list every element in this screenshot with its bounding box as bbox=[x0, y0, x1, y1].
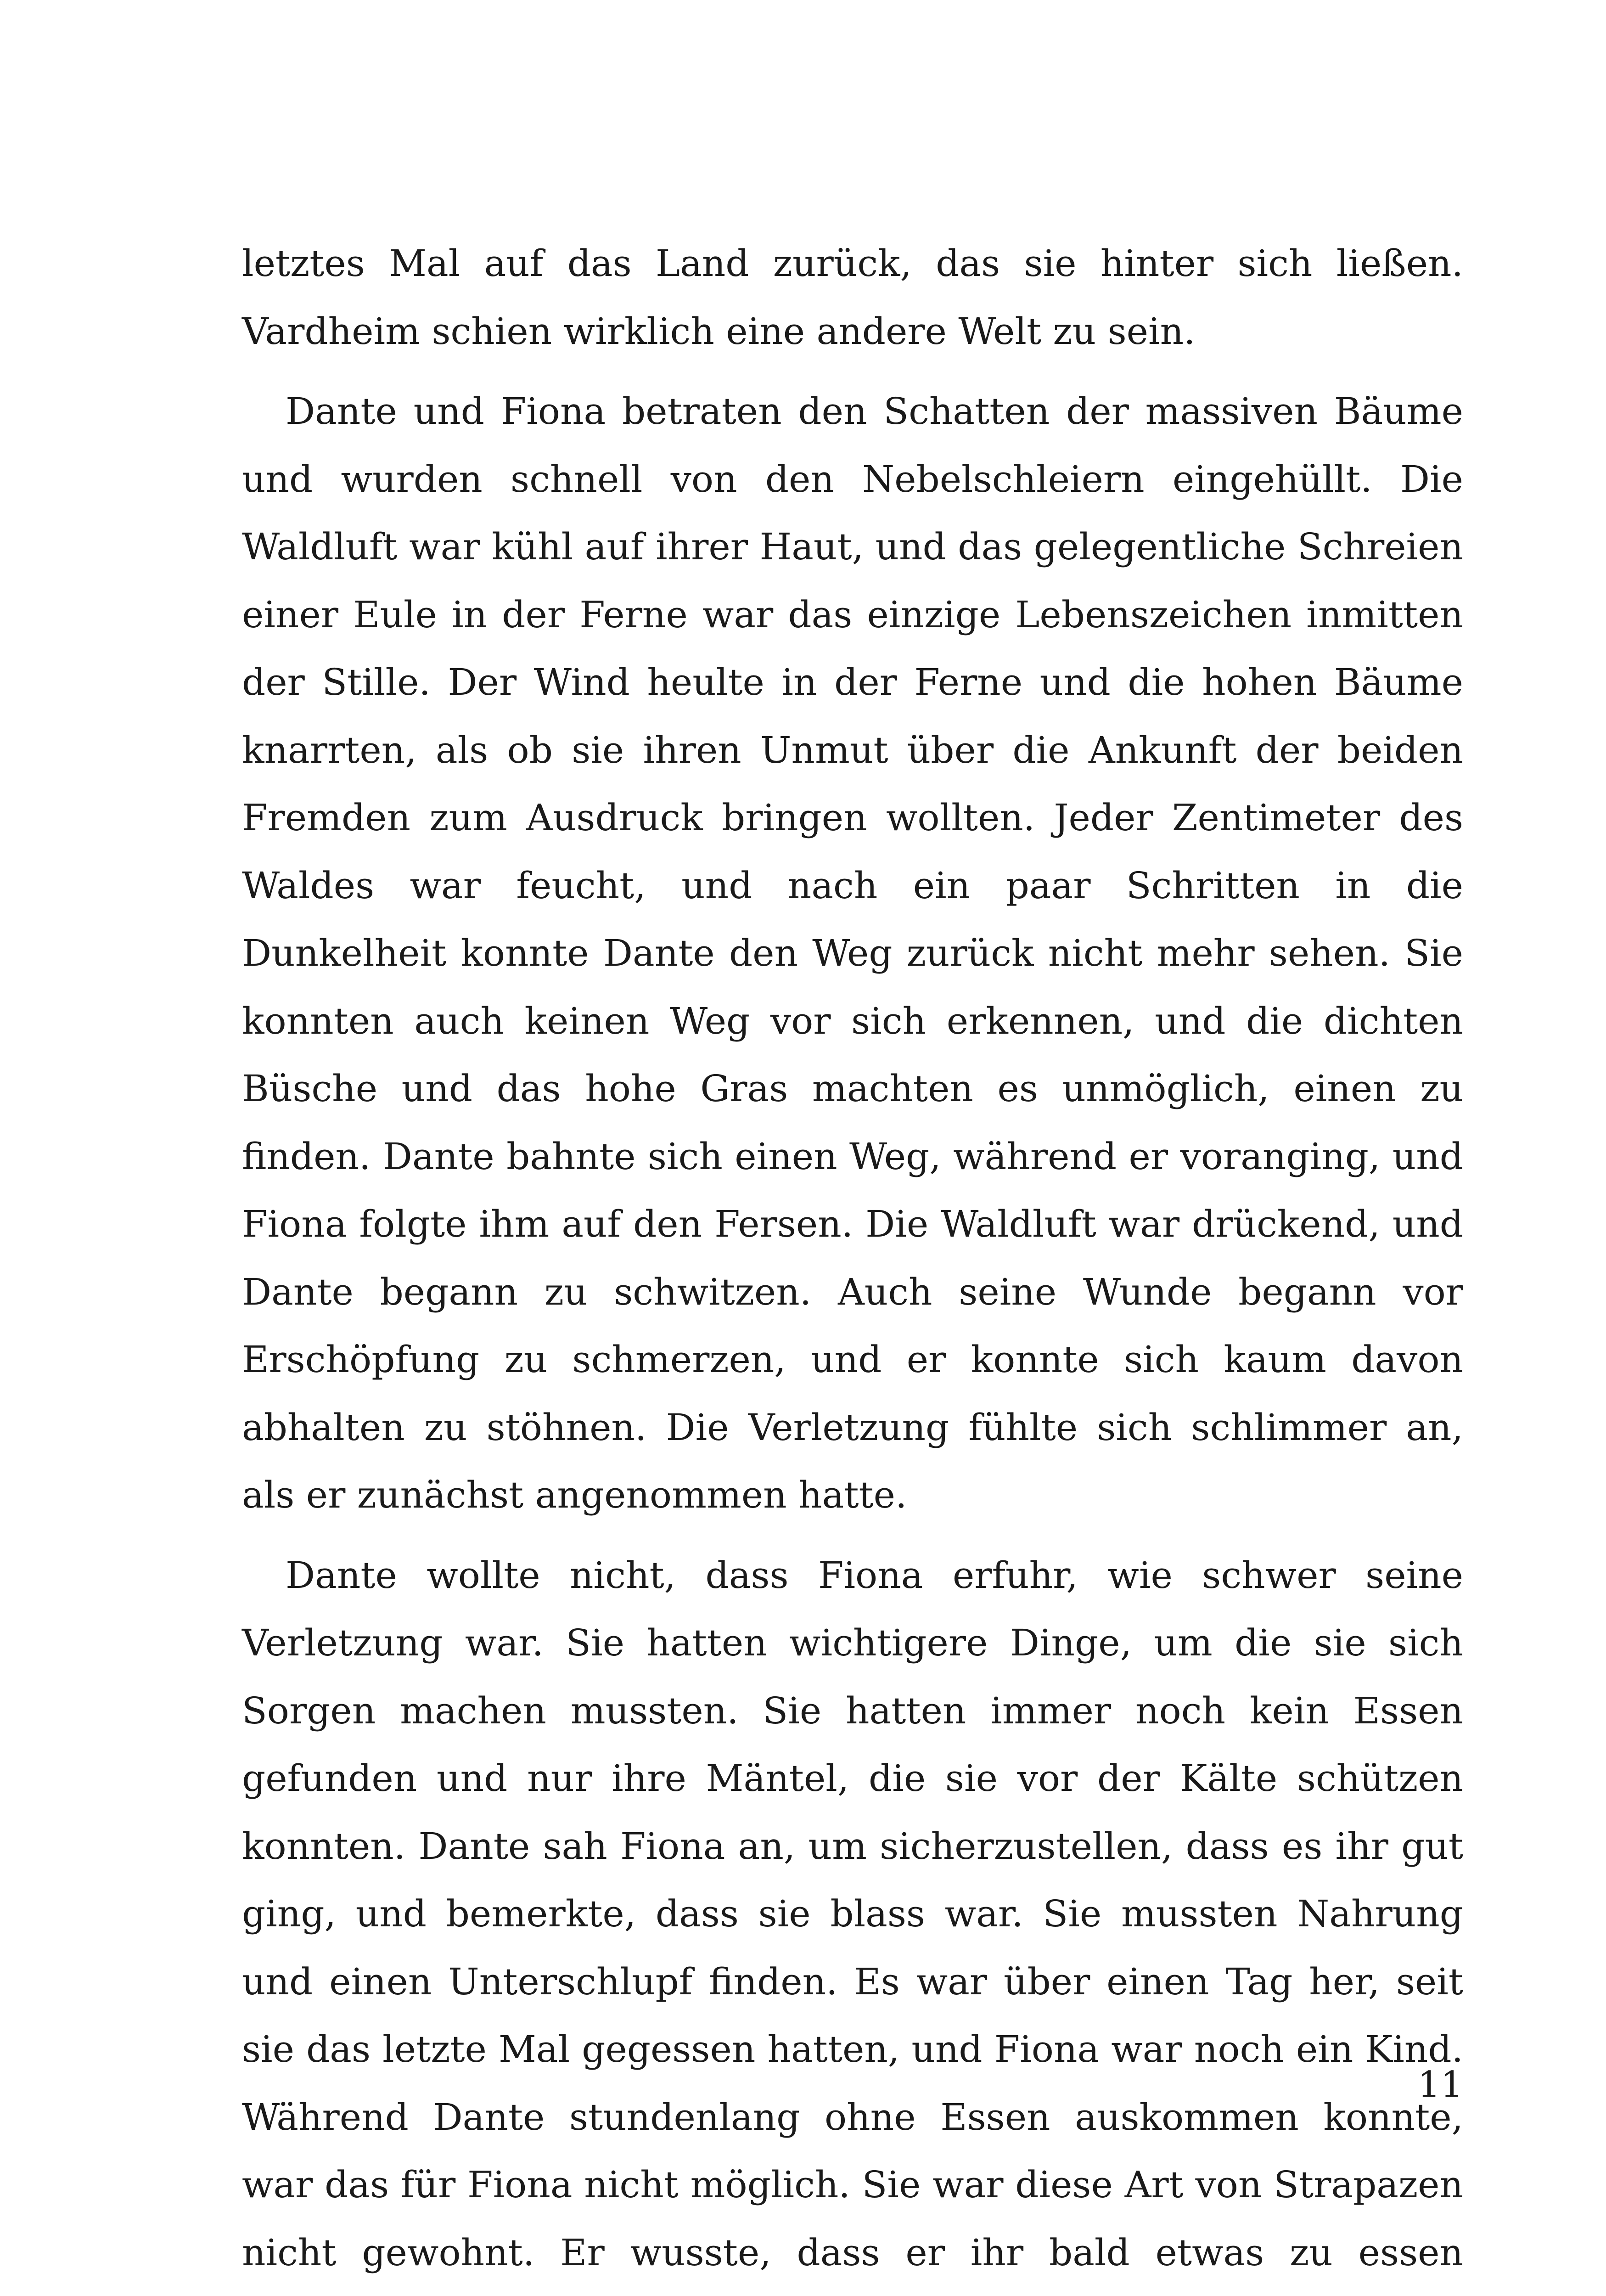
paragraph-continuation: letztes Mal auf das Land zurück, das sie hinter sich ließen. Vardheim schien wirklich eine andere Welt zu sein. bbox=[242, 230, 1463, 365]
paragraph-forest: Dante und Fiona betraten den Schatten der massiven Bäume und wurden schnell von den Nebelschleiern eingehüllt. Die Waldluft war kühl auf ihrer Haut, und das gelegentliche Schreien einer Eule in der Ferne war das einzige Lebenszeichen inmitten der Stille. Der Wind heulte in der Ferne und die hohen Bäume knarrten, als ob sie ihren Unmut über die Ankunft der beiden Fremden zum Ausdruck bringen wollten. Jeder Zentimeter des Waldes war feucht, und nach ein paar Schritten in die Dunkelheit konnte Dante den Weg zurück nicht mehr sehen. Sie konnten auch keinen Weg vor sich erkennen, und die dichten Büsche und das hohe Gras machten es unmöglich, einen zu finden. Dante bahnte sich einen Weg, während er voranging, und Fiona folgte ihm auf den Fersen. Die Waldluft war drückend, und Dante begann zu schwitzen. Auch seine Wunde begann vor Erschöpfung zu schmerzen, und er konnte sich kaum davon abhalten zu stöhnen. Die Verletzung fühlte sich schlimmer an, als er zunächst angenommen hatte. bbox=[242, 377, 1463, 1529]
body-text bbox=[242, 230, 1463, 2296]
page-number: 11 bbox=[1418, 2062, 1463, 2108]
paragraph-injury: Dante wollte nicht, dass Fiona erfuhr, wie schwer seine Verletzung war. Sie hatten wichtigere Dinge, um die sie sich Sorgen machen mussten. Sie hatten immer noch kein Essen gefunden und nur ihre Mäntel, die sie vor der Kälte schützen konnten. Dante sah Fiona an, um sicherzustellen, dass es ihr gut ging, und bemerkte, dass sie blass war. Sie mussten Nahrung und einen Unterschlupf finden. Es war über einen Tag her, seit sie das letzte Mal gegessen hatten, und Fiona war noch ein Kind. Während Dante stundenlang ohne Essen auskommen konnte, war das für Fiona nicht möglich. Sie war diese Art von Strapazen nicht gewohnt. Er wusste, dass er ihr bald etwas zu essen bbox=[242, 1542, 1463, 2296]
